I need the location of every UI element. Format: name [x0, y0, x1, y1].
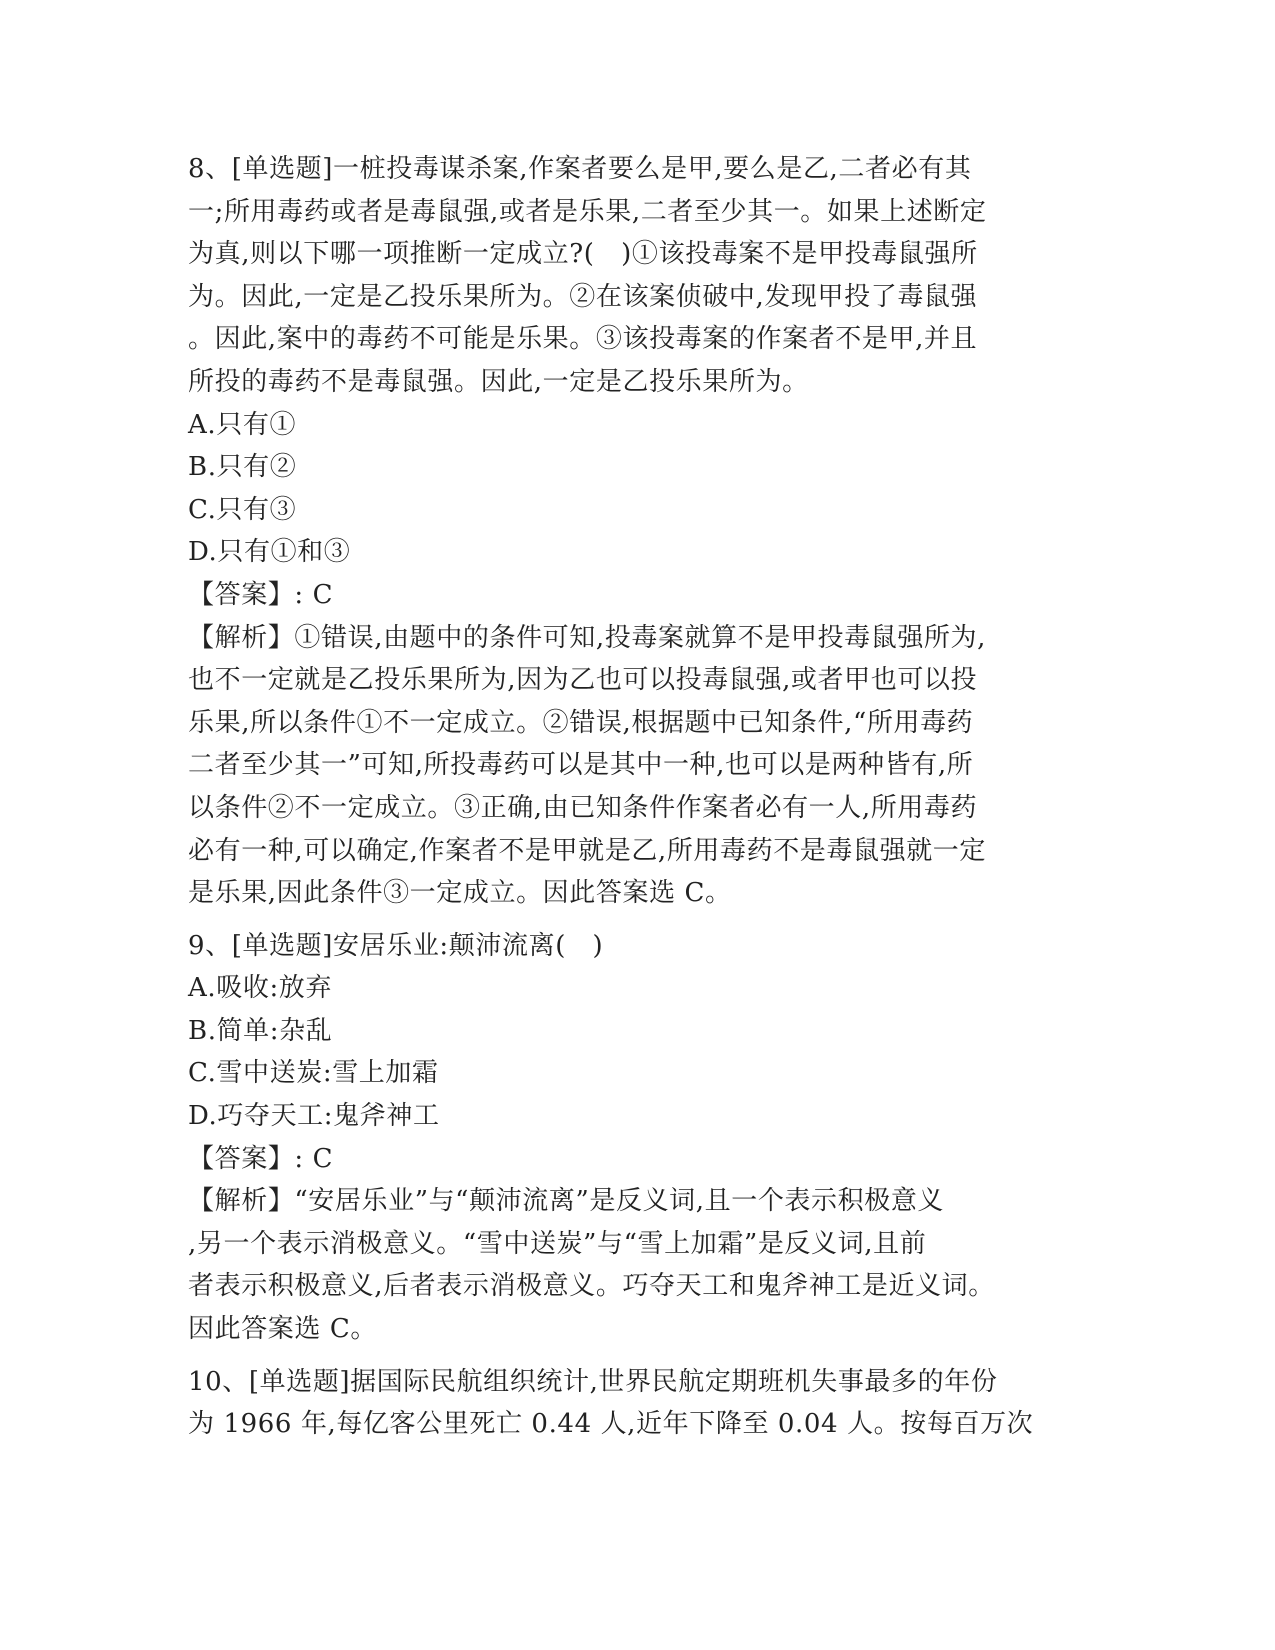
options-list — [188, 404, 1088, 574]
analysis-line: 【解析】①错误,由题中的条件可知,投毒案就算不是甲投毒鼠强所为, — [188, 622, 986, 653]
answer-line: 【答案】: C — [188, 579, 334, 610]
analysis — [188, 617, 1088, 915]
question-stem — [188, 1361, 1088, 1446]
analysis-line: 必有一种,可以确定,作案者不是甲就是乙,所用毒药不是毒鼠强就一定 — [188, 835, 986, 866]
option-d: D.只有①和③ — [188, 537, 351, 568]
stem-line: 10、[单选题]据国际民航组织统计,世界民航定期班机失事最多的年份 — [188, 1366, 998, 1397]
question-8 — [188, 148, 1088, 915]
stem-line: 所投的毒药不是毒鼠强。因此,一定是乙投乐果所为。 — [188, 366, 809, 397]
stem-line: 一;所用毒药或者是毒鼠强,或者是乐果,二者至少其一。如果上述断定 — [188, 196, 987, 227]
analysis — [188, 1180, 1088, 1350]
question-10 — [188, 1361, 1088, 1446]
analysis-line: 二者至少其一”可知,所投毒药可以是其中一种,也可以是两种皆有,所 — [188, 750, 974, 781]
option-c: C.雪中送炭:雪上加霜 — [188, 1058, 439, 1089]
option-a: A.只有① — [188, 409, 297, 440]
question-stem — [188, 148, 1088, 404]
stem-line: 8、[单选题]一桩投毒谋杀案,作案者要么是甲,要么是乙,二者必有其 — [188, 154, 972, 184]
analysis-line: ,另一个表示消极意义。“雪中送炭”与“雪上加霜”是反义词,且前 — [188, 1228, 927, 1259]
option-b: B.简单:杂乱 — [188, 1015, 333, 1046]
analysis-line: 【解析】“安居乐业”与“颠沛流离”是反义词,且一个表示积极意义 — [188, 1186, 945, 1217]
stem-line: 为。因此,一定是乙投乐果所为。②在该案侦破中,发现甲投了毒鼠强 — [188, 281, 978, 312]
stem-line: 为真,则以下哪一项推断一定成立?( )①该投毒案不是甲投毒鼠强所 — [188, 239, 978, 270]
analysis-line: 因此答案选 C。 — [188, 1314, 377, 1345]
analysis-line: 以条件②不一定成立。③正确,由已知条件作案者必有一人,所用毒药 — [188, 792, 978, 823]
document-content — [188, 148, 1088, 1446]
question-9 — [188, 925, 1088, 1351]
analysis-line: 是乐果,因此条件③一定成立。因此答案选 C。 — [188, 878, 732, 909]
analysis-line: 也不一定就是乙投乐果所为,因为乙也可以投毒鼠强,或者甲也可以投 — [188, 665, 978, 696]
stem-line: 为 1966 年,每亿客公里死亡 0.44 人,近年下降至 0.04 人。按每百万次 — [188, 1409, 1034, 1440]
option-c: C.只有③ — [188, 494, 297, 525]
question-stem — [188, 925, 1088, 968]
analysis-line: 乐果,所以条件①不一定成立。②错误,根据题中已知条件,“所用毒药 — [188, 707, 974, 738]
options-list — [188, 967, 1088, 1137]
answer-line: 【答案】: C — [188, 1143, 334, 1174]
stem-line: 。因此,案中的毒药不可能是乐果。③该投毒案的作案者不是甲,并且 — [188, 324, 978, 355]
analysis-line: 者表示积极意义,后者表示消极意义。巧夺天工和鬼斧神工是近义词。 — [188, 1271, 995, 1302]
option-b: B.只有② — [188, 452, 297, 483]
stem-line: 9、[单选题]安居乐业:颠沛流离( ) — [188, 930, 604, 961]
option-a: A.吸收:放弃 — [188, 973, 333, 1004]
option-d: D.巧夺天工:鬼斧神工 — [188, 1101, 440, 1132]
